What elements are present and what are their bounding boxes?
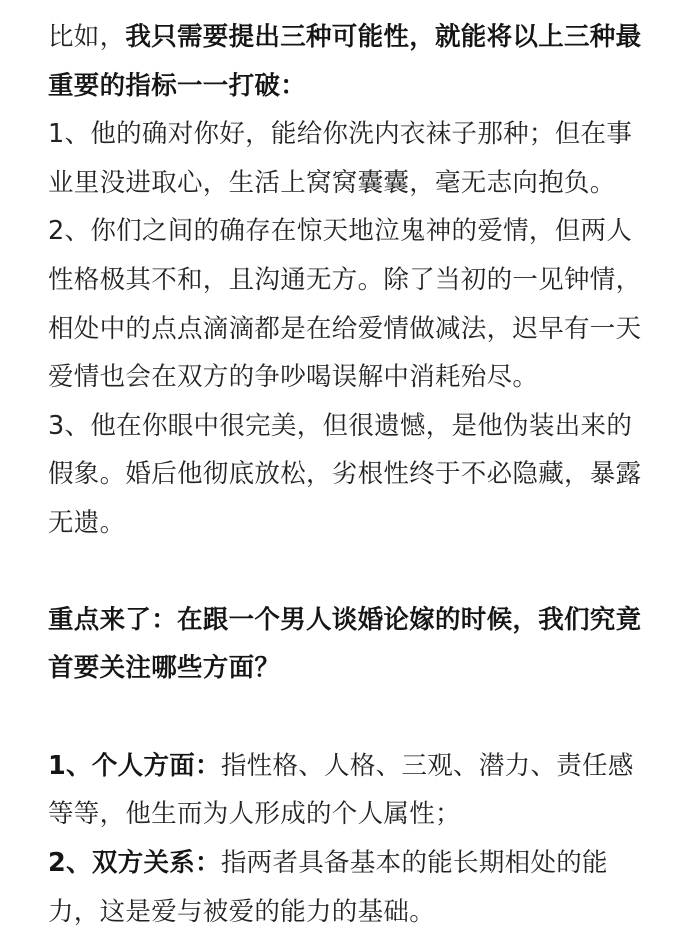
key-point-heading <box>48 596 646 693</box>
intro-lead: 比如， <box>48 22 125 52</box>
aspect-1-paragraph <box>48 742 646 839</box>
point-1-line-2: 业里没进取心，生活上窝窝囊囊，毫无志向抱负。 <box>48 159 646 208</box>
point-1-line-1: 1、他的确对你好，能给你洗内衣袜子那种；但在事 <box>48 110 646 159</box>
point-2-line-2: 性格极其不和，且沟通无方。除了当初的一见钟情， <box>48 256 646 305</box>
paragraph-spacer <box>48 548 646 596</box>
point-2-paragraph <box>48 207 646 401</box>
aspect-1-label: 1、个人方面： <box>48 751 221 781</box>
point-1-paragraph <box>48 110 646 207</box>
point-3-line-2: 假象。婚后他彻底放松，劣根性终于不必隐藏，暴露 <box>48 450 646 499</box>
paragraph-spacer <box>48 693 646 742</box>
aspect-2-label: 2、双方关系： <box>48 848 221 878</box>
point-2-line-3: 相处中的点点滴滴都是在给爱情做减法，迟早有一天 <box>48 305 646 354</box>
aspect-2-text-1: 指两者具备基本的能长期相处的能 <box>221 848 608 878</box>
intro-bold-1: 我只需要提出三种可能性，就能将以上三种最 <box>125 22 641 52</box>
point-2-line-4: 爱情也会在双方的争吵喝误解中消耗殆尽。 <box>48 353 646 402</box>
aspect-2-text-2: 力，这是爱与被爱的能力的基础。 <box>48 888 646 936</box>
point-2-line-1: 2、你们之间的确存在惊天地泣鬼神的爱情，但两人 <box>48 207 646 256</box>
point-3-paragraph <box>48 402 646 548</box>
intro-line-1 <box>48 13 646 62</box>
aspect-1-line-1 <box>48 742 646 791</box>
key-point-line-2: 首要关注哪些方面？ <box>48 644 646 693</box>
aspect-1-text-2: 等等，他生而为人形成的个人属性； <box>48 790 646 839</box>
intro-paragraph <box>48 13 646 110</box>
aspect-1-text-1: 指性格、人格、三观、潜力、责任感 <box>221 751 634 781</box>
point-3-line-3: 无遗。 <box>48 499 646 548</box>
intro-bold-2: 重要的指标一一打破： <box>48 62 646 111</box>
aspect-2-line-1 <box>48 839 646 888</box>
key-point-line-1: 重点来了：在跟一个男人谈婚论嫁的时候，我们究竟 <box>48 596 646 645</box>
point-3-line-1: 3、他在你眼中很完美，但很遗憾，是他伪装出来的 <box>48 402 646 451</box>
aspect-2-paragraph <box>48 839 646 936</box>
